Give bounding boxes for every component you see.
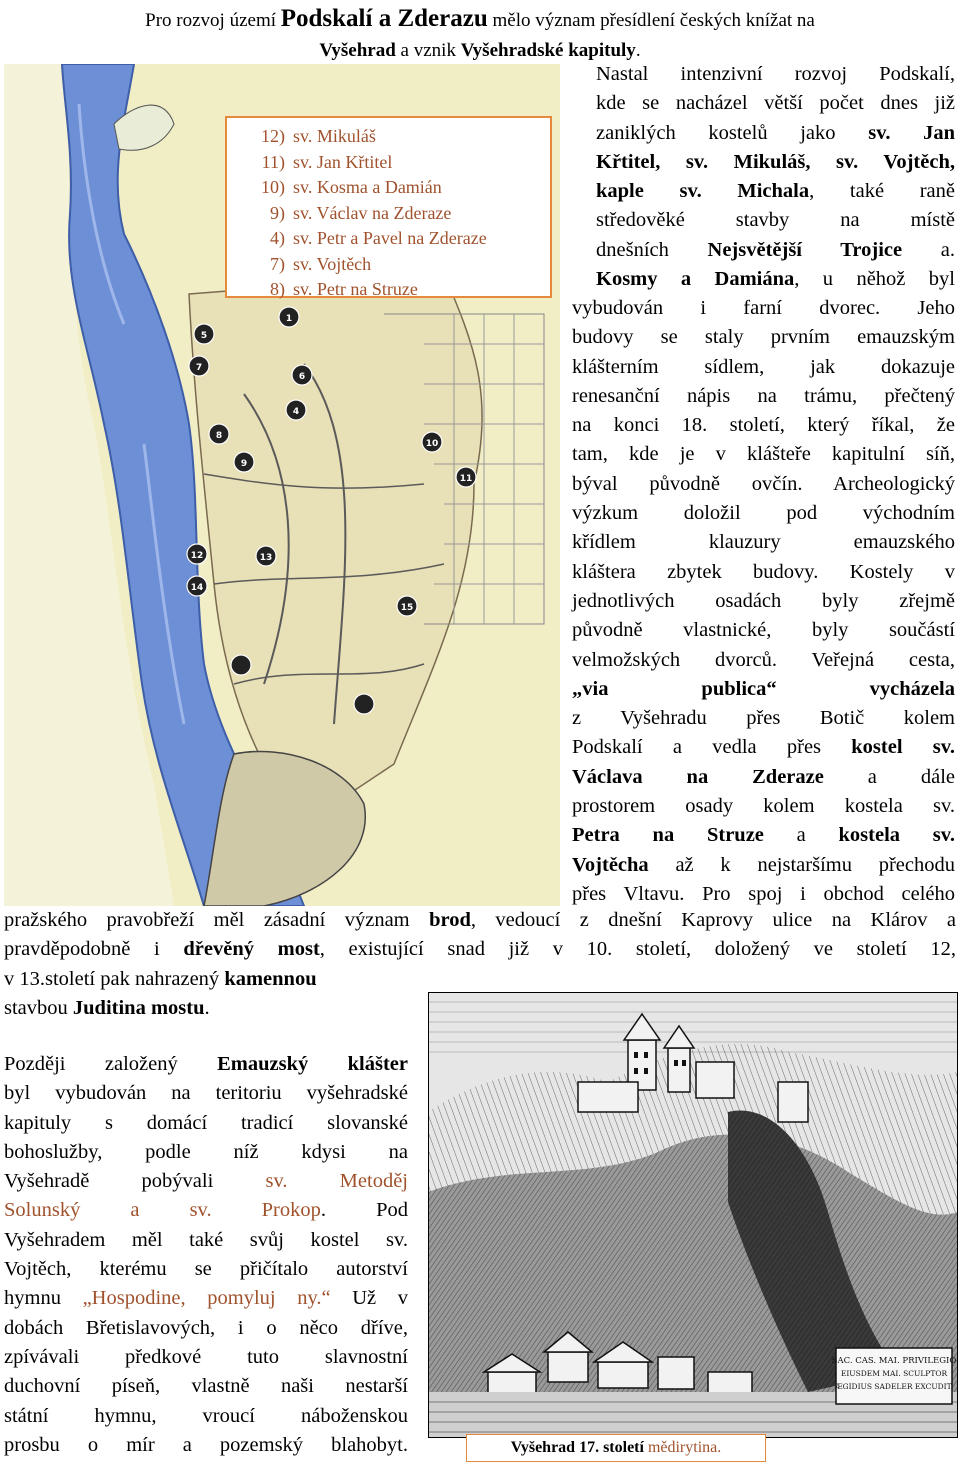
legend-item: 8) sv. Petr na Struze <box>270 279 418 299</box>
text-line: kaple sv. Michala, také raně <box>596 180 956 203</box>
right-column-top <box>596 60 955 294</box>
text-line: býval původně ovčín. Archeologický <box>572 472 955 495</box>
text-line: Vojtěcha až k nejstaršímu přechodu <box>572 853 955 876</box>
text-line: Vyšehradě pobývali sv. Metoděj <box>4 1170 408 1193</box>
text-line: velmožských dvorců. Veřejná cesta, <box>572 648 955 671</box>
text-line: duchovní píseň, vlastně naši nestarší <box>4 1375 408 1398</box>
lower-left-column <box>4 1050 408 1460</box>
map-marker-label: 7 <box>195 363 203 373</box>
text-line: Solunský a sv. Prokop. Pod <box>4 1199 408 1222</box>
text-line: hymnu „Hospodine, pomyluj ny.“ Už v <box>4 1287 409 1310</box>
text-line: Křtitel, sv. Mikuláš, sv. Vojtěch, <box>596 150 955 173</box>
text-line: tam, kde je v klášteře kapitulní síň, <box>572 443 955 466</box>
legend-item: 4) sv. Petr a Pavel na Zderaze <box>270 228 487 248</box>
text-line: Václava na Zderaze a dále <box>572 765 955 788</box>
map-marker-label: 12 <box>190 551 204 561</box>
text-line: jednotlivých osadách byly zřejmě <box>572 589 955 612</box>
vysehrad-engraving <box>428 992 958 1438</box>
text-line: dobách Břetislavových, i o něco dříve, <box>4 1316 408 1339</box>
map-marker-label: 15 <box>400 603 414 613</box>
plaque-line: EIUSDEM MAI. SCULPTOR <box>840 1369 948 1378</box>
map-marker-label: 13 <box>259 553 273 563</box>
text-line: kláštera zbytek budovy. Kostely v <box>572 560 955 583</box>
plaque-line: ÆGIDIUS SADELER EXCUDIT. <box>835 1382 953 1391</box>
text-line: na konci 18. století, který říkal, že <box>572 414 955 437</box>
text-line: původně vlastnické, byly součástí <box>572 619 955 642</box>
map-marker-label: 4 <box>292 407 300 417</box>
legend-item: 10) sv. Kosma a Damián <box>261 177 442 197</box>
text-line: výzkum doložil pod východním <box>572 502 955 525</box>
map-marker-label: 11 <box>459 474 473 484</box>
map-marker-label: 14 <box>190 583 204 593</box>
text-line: pražského pravobřeží měl zásadní význam brod, vedoucí z dnešní Kaprovy ulice na Klárov a <box>4 909 956 931</box>
text-line: Vyšehradem měl také svůj kostel sv. <box>4 1228 408 1251</box>
map-marker-label: 8 <box>215 431 223 441</box>
text-line: renesanční nápis na trámu, přečtený <box>572 384 955 407</box>
map-marker-label: 9 <box>240 459 248 469</box>
text-line: vybudován i farní dvorec. Jeho <box>572 297 955 319</box>
legend-item: 12) sv. Mikuláš <box>261 126 376 146</box>
text-line: Podskalí a vedla přes kostel sv. <box>572 736 955 759</box>
text-line: Později založený Emauzský klášter <box>4 1053 408 1075</box>
text-line: přes Vltavu. Pro spoj i obchod celého <box>572 882 955 905</box>
text-line: kapituly s domácí tradicí slovanské <box>4 1111 408 1134</box>
page-header <box>0 4 960 66</box>
text-line: prosbu o mír a pozemský blahobyt. <box>4 1433 408 1456</box>
text-line: prostorem osady kolem kostela sv. <box>572 795 955 818</box>
legend-item: 11) sv. Jan Křtitel <box>261 151 393 172</box>
text-line: byl vybudován na teritoriu vyšehradské <box>4 1082 408 1105</box>
map-marker-label: 6 <box>298 372 306 382</box>
text-line: státní hymnu, vroucí náboženskou <box>4 1404 408 1427</box>
text-line: zpívávali předkové tuto slavnostní <box>4 1345 408 1368</box>
legend-item: 7) sv. Vojtěch <box>270 253 372 274</box>
plaque-line: SAC. CAS. MAI. PRIVILEGIO <box>831 1356 957 1366</box>
legend-item: 9) sv. Václav na Zderaze <box>270 202 452 223</box>
map-marker-label: 1 <box>285 314 293 324</box>
engraving-drawing <box>428 992 958 1438</box>
text-line: pravděpodobně i dřevěný most, existující snad již v 10. století, doložený ve století 12, <box>4 938 956 961</box>
text-line: křídlem klauzury emauzského <box>572 531 955 554</box>
text-line: Nastal intenzivní rozvoj Podskalí, <box>596 63 955 85</box>
text-line: stavbou Juditina mostu. <box>4 996 210 1019</box>
text-line: z Vyšehradu přes Botič kolem <box>572 707 955 730</box>
header-line-1: Pro rozvoj území Podskalí a Zderazu mělo význam přesídlení českých knížat na <box>145 5 815 32</box>
map-marker-label: 10 <box>425 439 439 449</box>
text-line: klášterním sídlem, jak dokazuje <box>572 355 955 378</box>
text-line: bohoslužby, podle níž kdysi na <box>4 1140 408 1163</box>
map-legend <box>225 116 552 298</box>
map-marker-label: 5 <box>200 331 208 341</box>
text-line: kde se nacházel větší počet dnes již <box>596 92 955 115</box>
text-line: budovy se staly prvním emauzským <box>572 326 955 349</box>
text-line: dnešních Nejsvětější Trojice a. <box>596 238 955 261</box>
text-line: středověké stavby na místě <box>596 209 955 232</box>
text-line: „via publica“ vycházela <box>572 677 955 700</box>
text-line: v 13.století pak nahrazený kamennou <box>4 967 317 990</box>
header-line-2: Vyšehrad a vznik Vyšehradské kapituly. <box>319 40 641 61</box>
text-line: Kosmy a Damiána, u něhož byl <box>596 268 955 291</box>
right-column-bottom <box>572 294 955 909</box>
engraving-caption: Vyšehrad 17. století mědirytina. <box>466 1434 766 1462</box>
text-line: Vojtěch, kterému se přičítalo autorství <box>4 1258 408 1281</box>
text-line: Petra na Struze a kostela sv. <box>572 824 955 847</box>
text-line: zaniklých kostelů jako sv. Jan <box>596 121 956 144</box>
